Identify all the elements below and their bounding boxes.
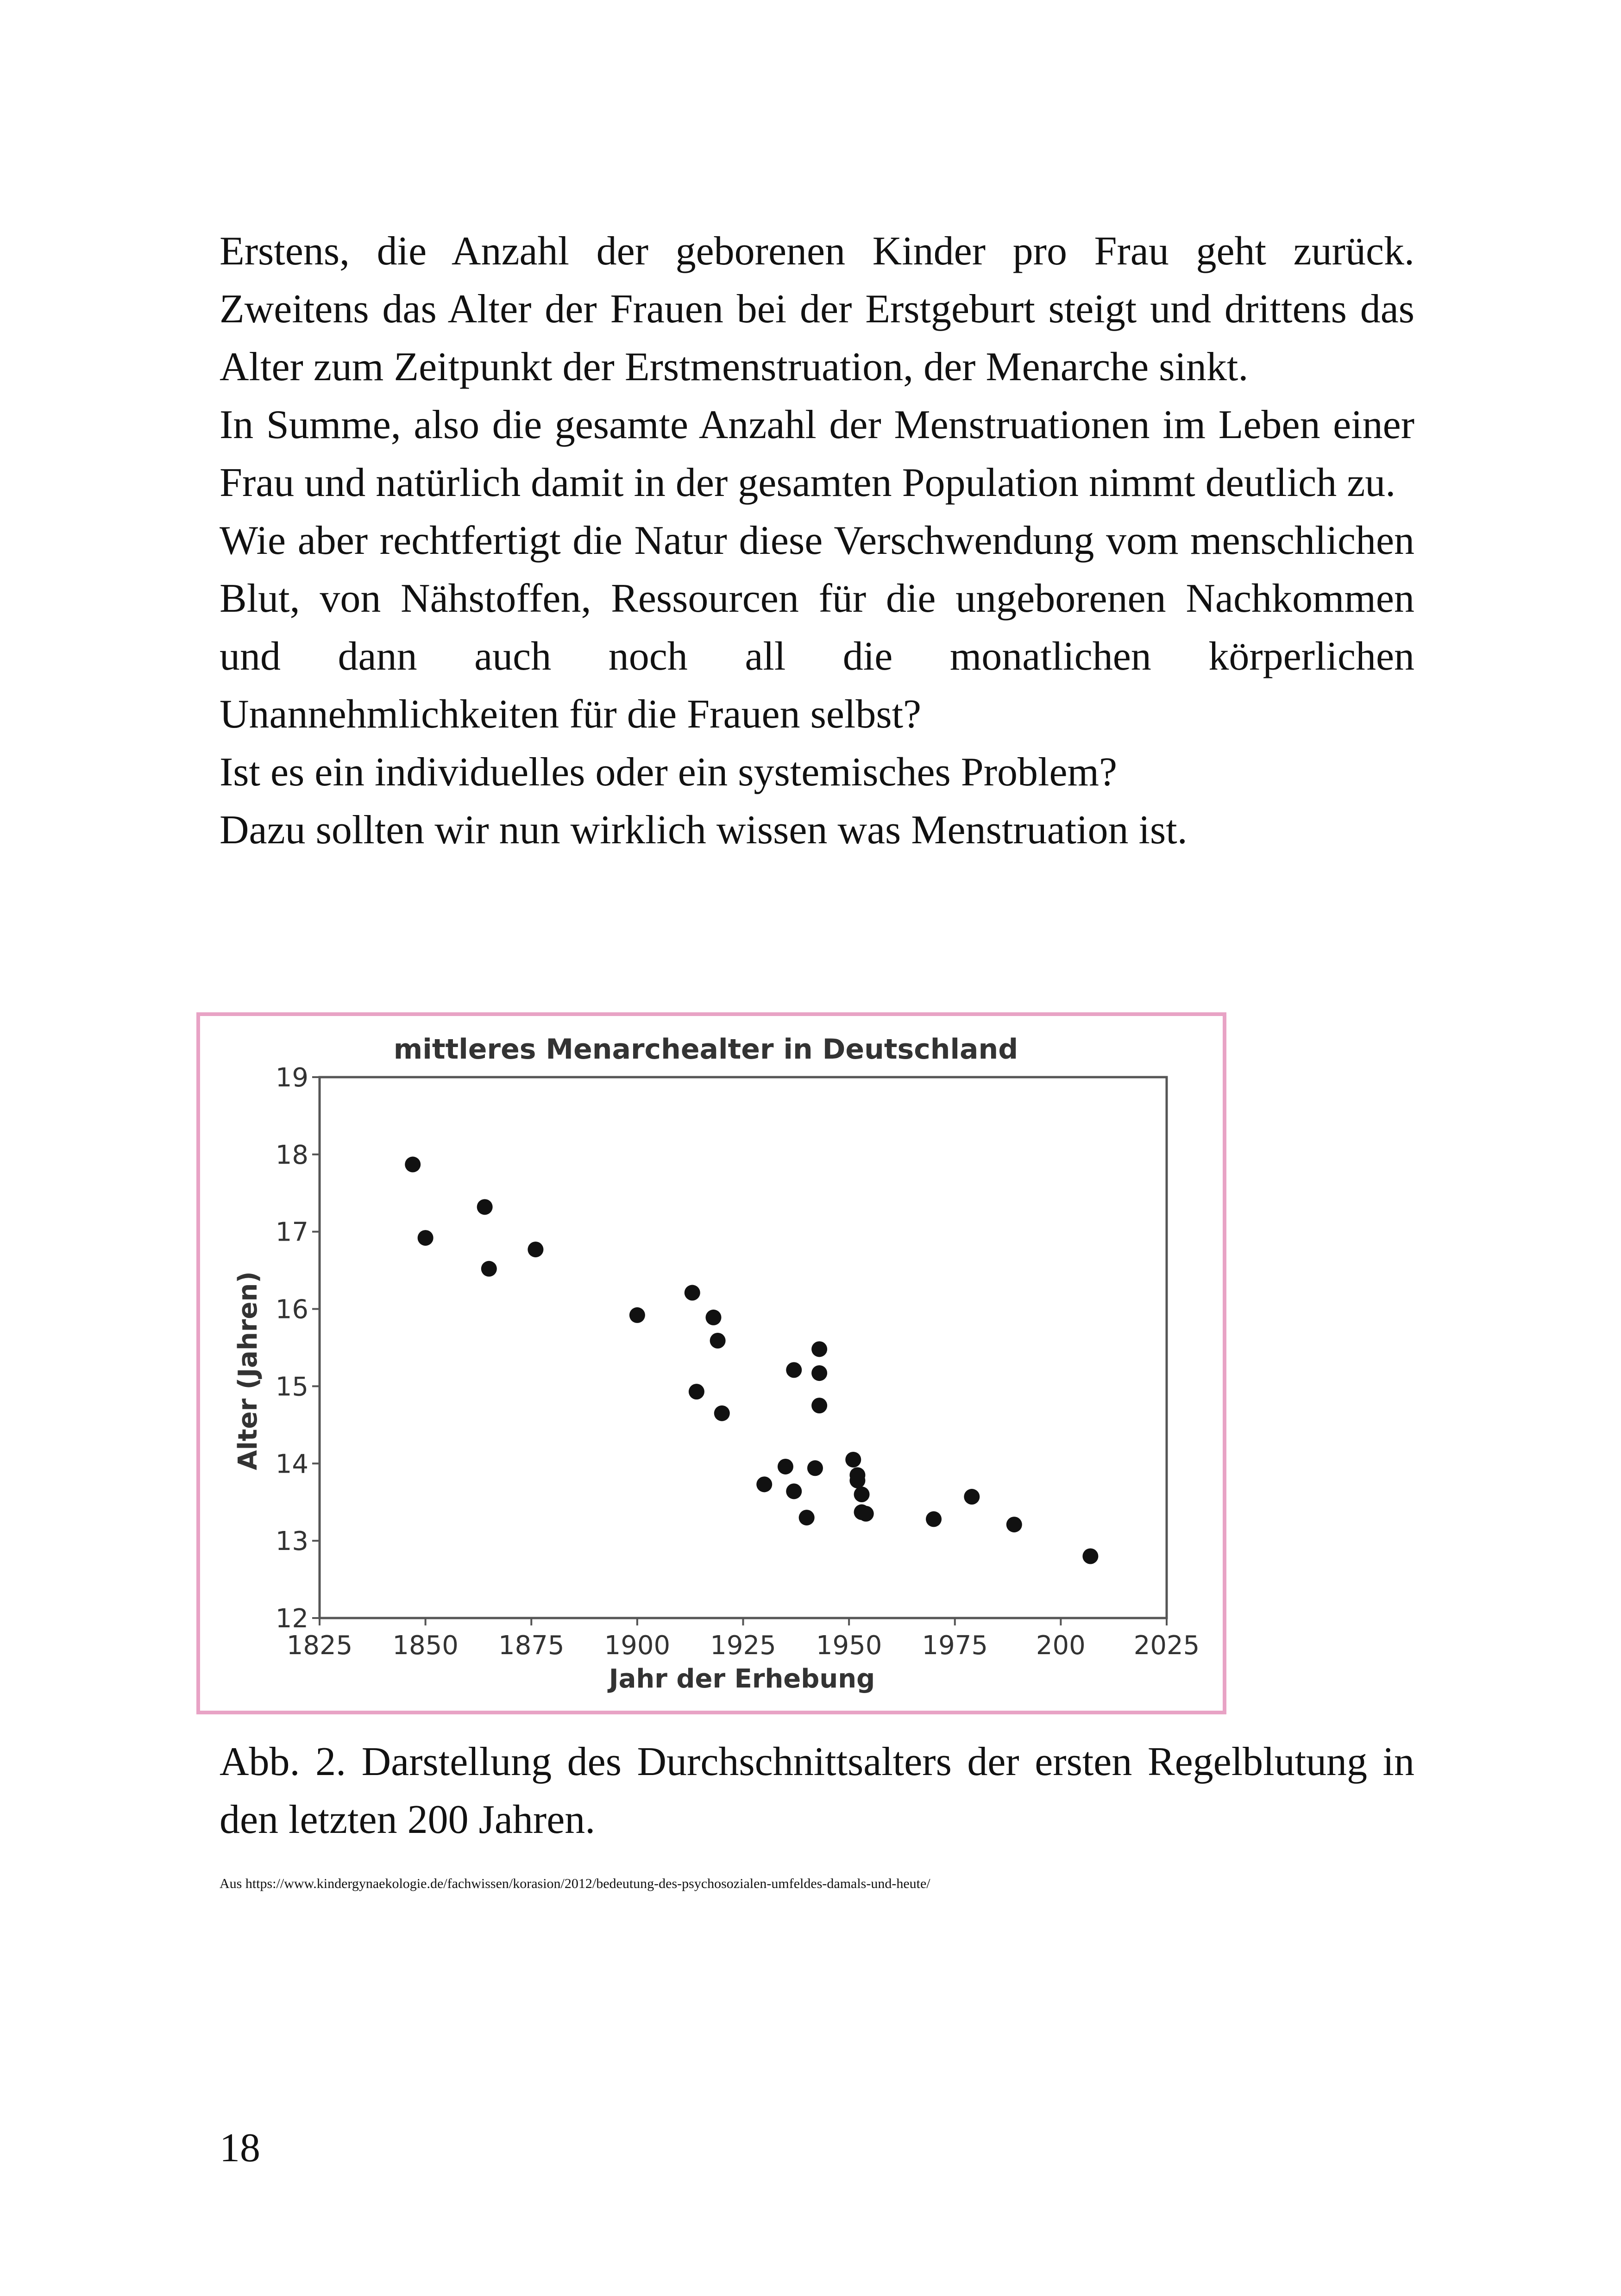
- y-axis-label: Alter (Jahren): [233, 1271, 263, 1470]
- source-citation: Aus https://www.kindergynaekologie.de/fachwissen/korasion/2012/bedeutung-des-psychosozialen-umfeldes-damals-und-heute/: [220, 1876, 930, 1891]
- data-point: [811, 1365, 827, 1381]
- data-point: [1006, 1517, 1022, 1532]
- data-point: [710, 1333, 726, 1349]
- data-point: [528, 1242, 543, 1257]
- paragraph: Ist es ein individuelles oder ein systemisches Problem?: [220, 750, 1118, 795]
- x-tick-label: 1850: [392, 1631, 459, 1661]
- data-point: [778, 1459, 793, 1474]
- data-point: [786, 1362, 802, 1378]
- y-tick-label: 19: [275, 1063, 308, 1093]
- y-tick-label: 17: [275, 1217, 308, 1248]
- x-tick-label: 200: [1036, 1631, 1086, 1661]
- data-point: [689, 1384, 704, 1399]
- data-point: [705, 1310, 721, 1325]
- x-tick-label: 1950: [816, 1631, 882, 1661]
- x-tick-label: 1900: [604, 1631, 671, 1661]
- paragraph: Erstens, die Anzahl der geborenen Kinder pro Frau geht zurück. Zweitens das Alter der Frauen bei der Erstgeburt steigt und drittens das Alter zum Zeitpunkt der Erstmenstruation, der Menarche sinkt.: [220, 229, 1414, 389]
- scatter-chart: [200, 1016, 1223, 1711]
- data-point: [845, 1452, 861, 1468]
- paragraph: In Summe, also die gesamte Anzahl der Menstruationen im Leben einer Frau und natürlich damit in der gesamten Population nimmt deutlich zu.: [220, 402, 1414, 505]
- data-point: [477, 1199, 493, 1215]
- y-tick-label: 18: [275, 1140, 308, 1170]
- data-point: [926, 1511, 942, 1527]
- x-tick-label: 2025: [1133, 1631, 1200, 1661]
- plot-area: [320, 1077, 1167, 1618]
- data-point: [807, 1460, 823, 1476]
- page-number: 18: [220, 2126, 260, 2171]
- data-point: [629, 1307, 645, 1323]
- x-tick-label: 1875: [498, 1631, 565, 1661]
- y-tick-label: 15: [275, 1372, 308, 1402]
- data-point: [1082, 1549, 1098, 1564]
- data-point: [858, 1506, 874, 1522]
- x-tick-label: 1975: [922, 1631, 988, 1661]
- x-axis-label: Jahr der Erhebung: [609, 1664, 875, 1694]
- data-point: [849, 1473, 865, 1488]
- data-point: [418, 1230, 434, 1246]
- y-tick-label: 12: [275, 1604, 308, 1634]
- chart-figure: [196, 1012, 1226, 1714]
- data-point: [405, 1157, 421, 1173]
- chart-title: mittleres Menarchealter in Deutschland: [393, 1033, 1018, 1066]
- data-point: [811, 1398, 827, 1413]
- y-tick-label: 14: [275, 1449, 308, 1480]
- data-point: [854, 1487, 870, 1502]
- x-tick-label: 1925: [710, 1631, 776, 1661]
- data-point: [964, 1489, 980, 1505]
- x-tick-label: 1825: [286, 1631, 353, 1661]
- data-point: [714, 1405, 730, 1421]
- data-point: [685, 1285, 700, 1301]
- y-tick-label: 16: [275, 1294, 308, 1325]
- data-point: [799, 1510, 815, 1525]
- figure-caption: Abb. 2. Darstellung des Durchschnittsalters der ersten Regelblutung in den letzten 200 Jahren.: [220, 1739, 1414, 1842]
- data-point: [811, 1341, 827, 1357]
- paragraph: Wie aber rechtfertigt die Natur diese Verschwendung vom menschlichen Blut, von Nähstoffen, Ressourcen für die ungeborenen Nachkommen und dann auch noch all die monatlichen körperlichen Unannehmlichkeiten für die Frauen selbst?: [220, 518, 1414, 737]
- data-point: [481, 1261, 497, 1277]
- paragraph: Dazu sollten wir nun wirklich wissen was Menstruation ist.: [220, 808, 1187, 853]
- body-text: [220, 222, 1414, 859]
- data-point: [756, 1476, 772, 1492]
- y-tick-label: 13: [275, 1526, 308, 1557]
- data-point: [786, 1483, 802, 1499]
